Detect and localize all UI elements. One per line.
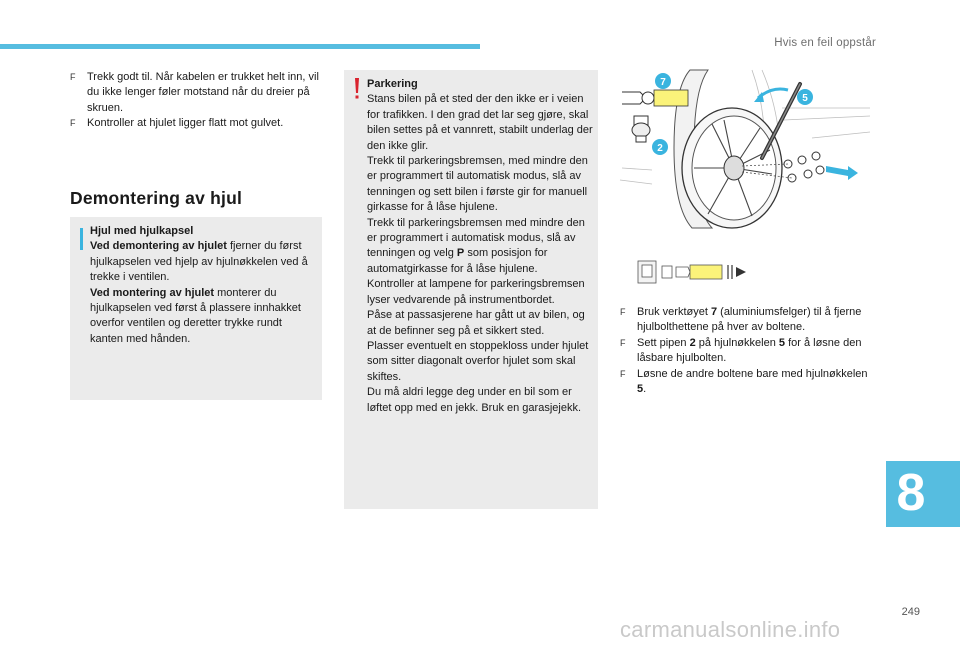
bullet-text: for å løsne den låsbare hjulbolten. — [637, 336, 862, 365]
bullet-text: på hjulnøkkelen — [695, 336, 779, 349]
gear-position-p: P — [456, 247, 465, 260]
tool-reference: 5 — [778, 336, 786, 349]
chapter-tab[interactable] — [886, 461, 960, 527]
bolt-cap-tool-illustration — [632, 255, 752, 289]
wheel-removal-illustration — [612, 68, 872, 236]
warning-line — [367, 216, 593, 278]
bullet-text: Kontroller at hjulet ligger flatt mot gulvet. — [87, 117, 284, 130]
warning-line: Trekk til parkeringsbremsen, med mindre den er programmert til automatisk modus, slå av tenningen og sett bilen i første gir for manuell girkasse for å låse hjulene. — [367, 155, 588, 214]
watermark: carmanualsonline.info — [620, 617, 841, 642]
callout-2 — [652, 139, 668, 155]
warning-title: Parkering — [367, 78, 418, 90]
bullet-item — [620, 305, 875, 336]
bullet-text: Bruk verktøyet — [637, 306, 711, 318]
bullet-marker: F — [620, 307, 626, 317]
svg-text:7: 7 — [660, 77, 666, 88]
info-paragraph-body: monterer du hjulkapselen ved først å plassere innhakket overfor ventilen og deretter trykke rundt kanten med hånden. — [90, 286, 301, 345]
chapter-header-title: Hvis en feil oppstår — [774, 37, 876, 49]
warning-line: Du må aldri legge deg under en bil som er løftet opp med en jekk. Bruk en garasjejekk. — [367, 386, 581, 414]
bullet-item — [620, 336, 875, 367]
section-title: Demontering av hjul — [70, 188, 243, 208]
info-paragraph — [90, 286, 316, 348]
bullet-item — [70, 116, 326, 131]
info-paragraph-body: fjerner du først hjulkapselen ved hjelp av hjulnøkkelen ved å trekke i ventilen. — [90, 240, 308, 284]
warning-line: Stans bilen på et sted der den ikke er i veien for trafikken. I den grad det lar seg gjøre, skal bilen settes på et vannrett, stabilt underlag der den ikke glir. — [367, 93, 593, 152]
info-paragraph-lead: Ved montering av hjulet — [90, 286, 215, 299]
intro-bullet-list — [70, 70, 326, 132]
page-number: 249 — [901, 606, 920, 618]
bullet-text: Sett pipen — [637, 336, 690, 349]
bullet-text: . — [643, 383, 647, 396]
bullet-text: (aluminiumsfelger) til å fjerne hjulbolthettene på hver av boltene. — [637, 306, 862, 334]
info-paragraph-lead: Ved demontering av hjulet — [90, 240, 227, 253]
callout-5 — [797, 89, 813, 105]
svg-text:2: 2 — [657, 143, 663, 154]
info-icon — [80, 228, 83, 250]
bullet-text: Trekk godt til. Når kabelen er trukket helt inn, vil du ikke lenger føler motstand når du dreier på skruen. — [87, 71, 319, 114]
info-paragraph — [90, 239, 316, 285]
info-box — [70, 217, 322, 400]
warning-line: Kontroller at lampene for parkeringsbremsen lyser vedvarende på instrumentbordet. — [367, 278, 585, 306]
warning-line-part: som posisjon for automatgirkasse for å låse hjulene. — [367, 247, 548, 275]
chapter-number: 8 — [896, 464, 926, 522]
bullet-item — [70, 70, 326, 116]
bullet-marker: F — [620, 337, 626, 348]
tool-reference: 5 — [637, 383, 644, 396]
warning-line: Plasser eventuelt en stoppekloss under hjulet som sitter diagonalt overfor hjulet som skal skiftes. — [367, 339, 589, 383]
bullet-marker: F — [70, 72, 76, 82]
bullet-marker: F — [620, 368, 626, 379]
bullet-marker: F — [70, 118, 76, 129]
bullet-item — [620, 367, 875, 398]
header-accent-bar — [0, 44, 480, 49]
info-box-title: Hjul med hjulkapsel — [90, 225, 194, 237]
warning-box — [344, 70, 598, 509]
warning-exclamation-icon — [352, 78, 362, 100]
svg-text:5: 5 — [802, 93, 808, 104]
tool-reference: 2 — [689, 336, 696, 349]
warning-line: Påse at passasjerene har gått ut av bilen, og at de befinner seg på et sikkert sted. — [367, 309, 585, 337]
callout-7 — [655, 73, 671, 89]
tool-reference: 7 — [710, 306, 718, 318]
warning-line-part: Trekk til parkeringsbremsen med mindre den er programmert i automatisk modus, slå av tenningen og velg — [367, 216, 585, 260]
procedure-bullet-list — [620, 305, 875, 397]
bullet-text: Løsne de andre boltene bare med hjulnøkkelen — [637, 367, 868, 380]
